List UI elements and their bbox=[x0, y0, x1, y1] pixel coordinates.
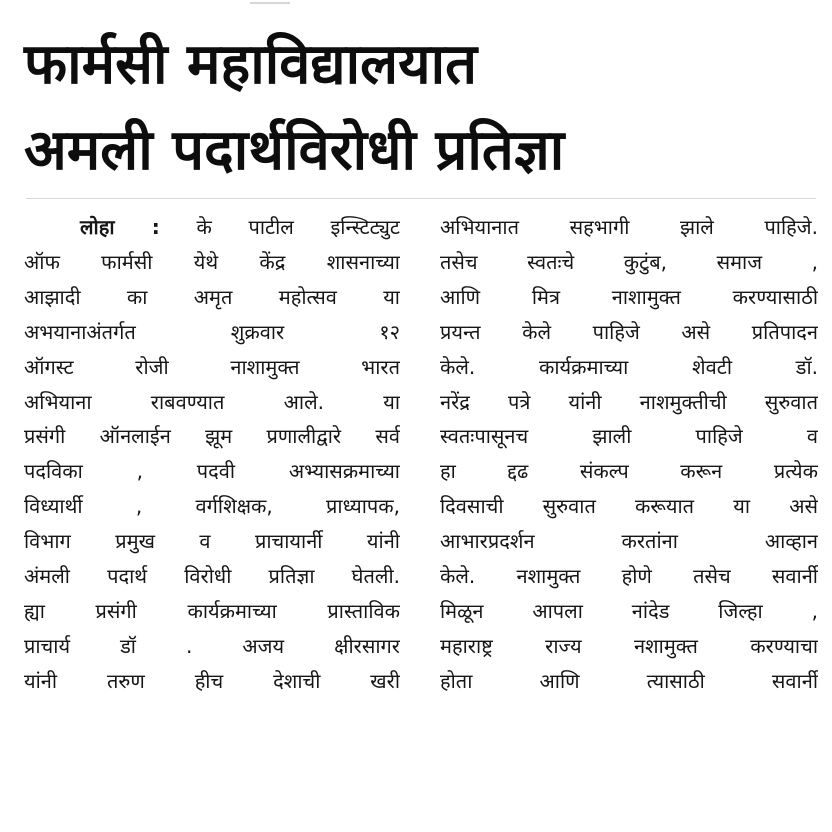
text-line: होता आणि त्यासाठी सवार्नी bbox=[440, 668, 818, 693]
text-line: अंमली पदार्थ विरोधी प्रतिज्ञा घेतली. bbox=[24, 564, 400, 589]
text-line: अभियानात सहभागी झाले पाहिजे. bbox=[440, 215, 818, 239]
text-line: मिळून आपला नांदेड जिल्हा , bbox=[440, 598, 818, 623]
headline-line-2: अमली पदार्थविरोधी प्रतिज्ञा bbox=[24, 118, 565, 183]
text-line: पदविका , पदवी अभ्यासक्रमाच्या bbox=[24, 459, 400, 484]
text-line: नरेंद्र पत्रे यांनी नाशमुक्तीची सुरुवात bbox=[440, 389, 818, 414]
text-line: ऑगस्ट रोजी नाशामुक्त भारत bbox=[24, 354, 400, 379]
text-line: प्रसंगी ऑनलाईन झूम प्रणालीद्वारे सर्व bbox=[24, 424, 400, 449]
text-line: ऑफ फार्मसी येथे केंद्र शासनाच्या bbox=[24, 249, 400, 274]
text-line: हा द्दढ संकल्प करून प्रत्येक bbox=[440, 459, 818, 484]
text-line: केले. कार्यक्रमाच्या शेवटी डॉ. bbox=[440, 354, 818, 379]
text-line: अभयानाअंतर्गत शुक्रवार १२ bbox=[24, 319, 400, 344]
article-headline bbox=[24, 22, 814, 194]
dateline: लोहा : bbox=[80, 215, 160, 239]
text-line: विभाग प्रमुख व प्राचायार्नी यांनी bbox=[24, 529, 400, 554]
text-line: विध्यार्थी , वर्गशिक्षक, प्राध्यापक, bbox=[24, 494, 400, 519]
text-line: आझादी का अमृत महोत्सव या bbox=[24, 284, 400, 309]
text-line: यांनी तरुण हीच देशाची खरी bbox=[24, 668, 400, 693]
text-line: तसेच स्वतःचे कुटुंब, समाज , bbox=[440, 249, 818, 274]
text-line: प्राचार्य डॉ . अजय क्षीरसागर bbox=[24, 633, 400, 658]
article-column-right bbox=[440, 210, 818, 699]
text-line: आणि मित्र नाशामुक्त करण्यासाठी bbox=[440, 284, 818, 309]
text-line: अभियाना राबवण्यात आले. या bbox=[24, 389, 400, 414]
text-line: स्वतःपासूनच झाली पाहिजे व bbox=[440, 424, 818, 449]
headline-divider bbox=[26, 198, 816, 199]
text-line: केले. नशामुक्त होणे तसेच सवार्नी bbox=[440, 564, 818, 589]
headline-line-1: फार्मसी महाविद्यालयात bbox=[24, 32, 478, 97]
text-line: आभारप्रदर्शन करतांना आव्हान bbox=[440, 529, 818, 554]
text-line: ह्या प्रसंगी कार्यक्रमाच्या प्रास्ताविक bbox=[24, 598, 400, 623]
text-line-content: के पाटील इन्स्टिट्युट bbox=[196, 215, 400, 239]
text-line: प्रयन्त केले पाहिजे असे प्रतिपादन bbox=[440, 319, 818, 344]
text-line bbox=[24, 210, 400, 245]
article-column-left bbox=[24, 210, 400, 699]
clipped-text-fragment bbox=[250, 0, 290, 4]
text-line: दिवसाची सुरुवात करूयात या असे bbox=[440, 494, 818, 519]
text-line: महाराष्ट्र राज्य नशामुक्त करण्याचा bbox=[440, 633, 818, 658]
